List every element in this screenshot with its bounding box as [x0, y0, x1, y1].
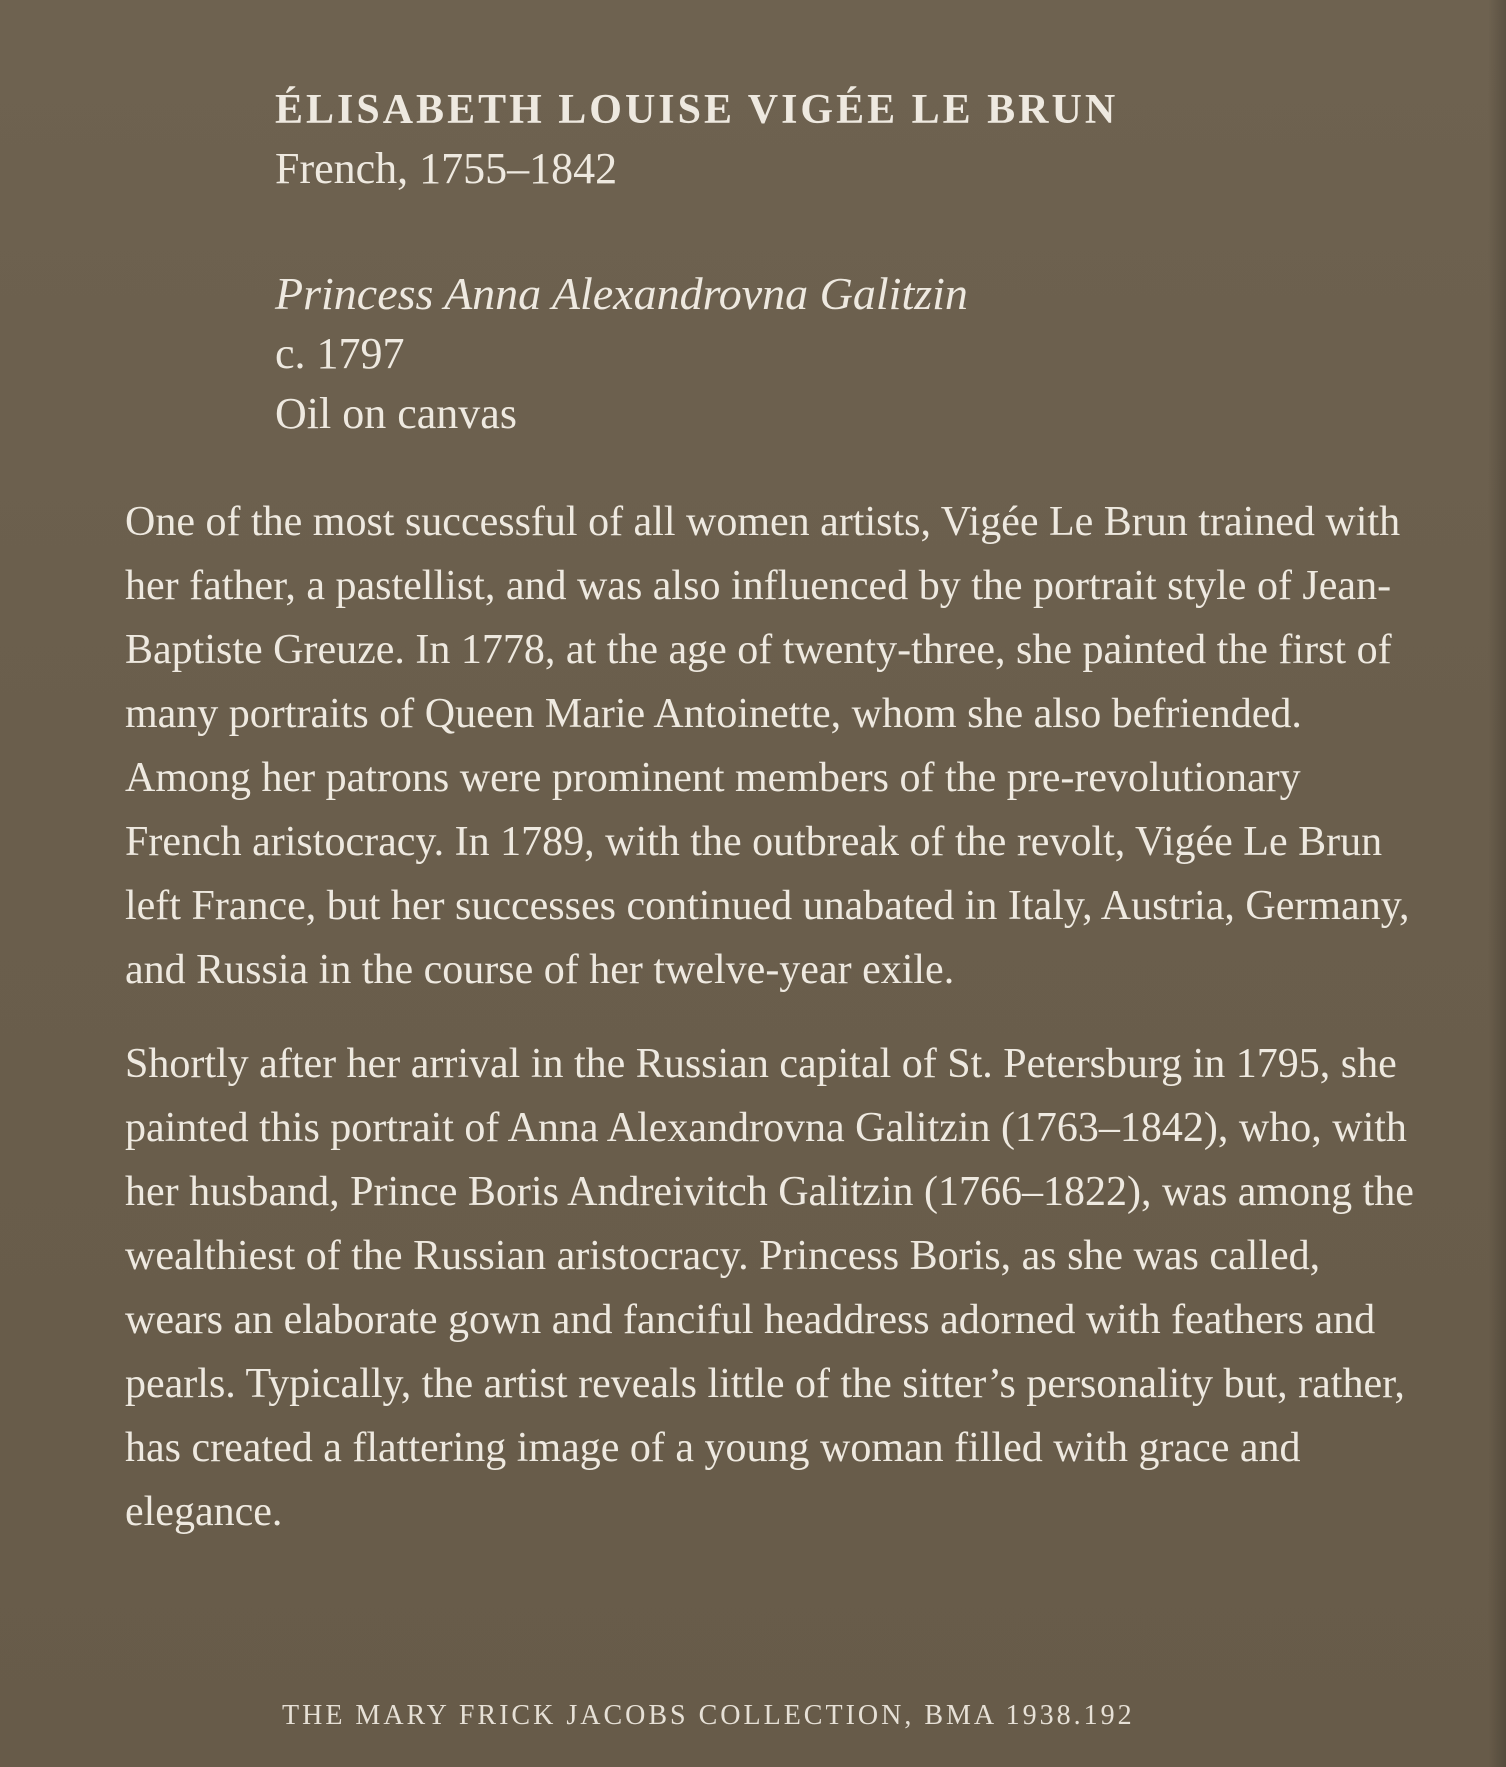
artwork-medium: Oil on canvas: [275, 389, 517, 438]
placard-edge-shadow: [1488, 0, 1506, 1767]
label-header: [275, 80, 1275, 444]
credit-line: THE MARY FRICK JACOBS COLLECTION, BMA 1938.192: [282, 1700, 1135, 1731]
label-body-text: [125, 490, 1425, 1544]
artist-name: ÉLISABETH LOUISE VIGÉE LE BRUN: [275, 87, 1119, 133]
artwork-title: Princess Anna Alexandrovna Galitzin: [275, 268, 968, 319]
body-paragraph-1: One of the most successful of all women artists, Vigée Le Brun trained with her father, a pastellist, and was also influenced by the portrait style of Jean-Baptiste Greuze. In 1778, at the age of twenty-three, she painted the first of many portraits of Queen Marie Antoinette, whom she also befriended. Among her patrons were prominent members of the pre-revolutionary French aristocracy. In 1789, with the outbreak of the revolt, Vigée Le Brun left France, but her successes continued unabated in Italy, Austria, Germany, and Russia in the course of her twelve-year exile.: [125, 499, 1410, 993]
body-paragraph-2: Shortly after her arrival in the Russian capital of St. Petersburg in 1795, she painted this portrait of Anna Alexandrovna Galitzin (1763–1842), who, with her husband, Prince Boris Andreivitch Galitzin (1766–1822), was among the wealthiest of the Russian aristocracy. Princess Boris, as she was called, wears an elaborate gown and fanciful headdress adorned with feathers and pearls. Typically, the artist reveals little of the sitter’s personality but, rather, has created a flattering image of a young woman filled with grace and elegance.: [125, 1041, 1414, 1535]
artist-nationality-dates: French, 1755–1842: [275, 144, 618, 193]
artwork-date: c. 1797: [275, 329, 405, 378]
